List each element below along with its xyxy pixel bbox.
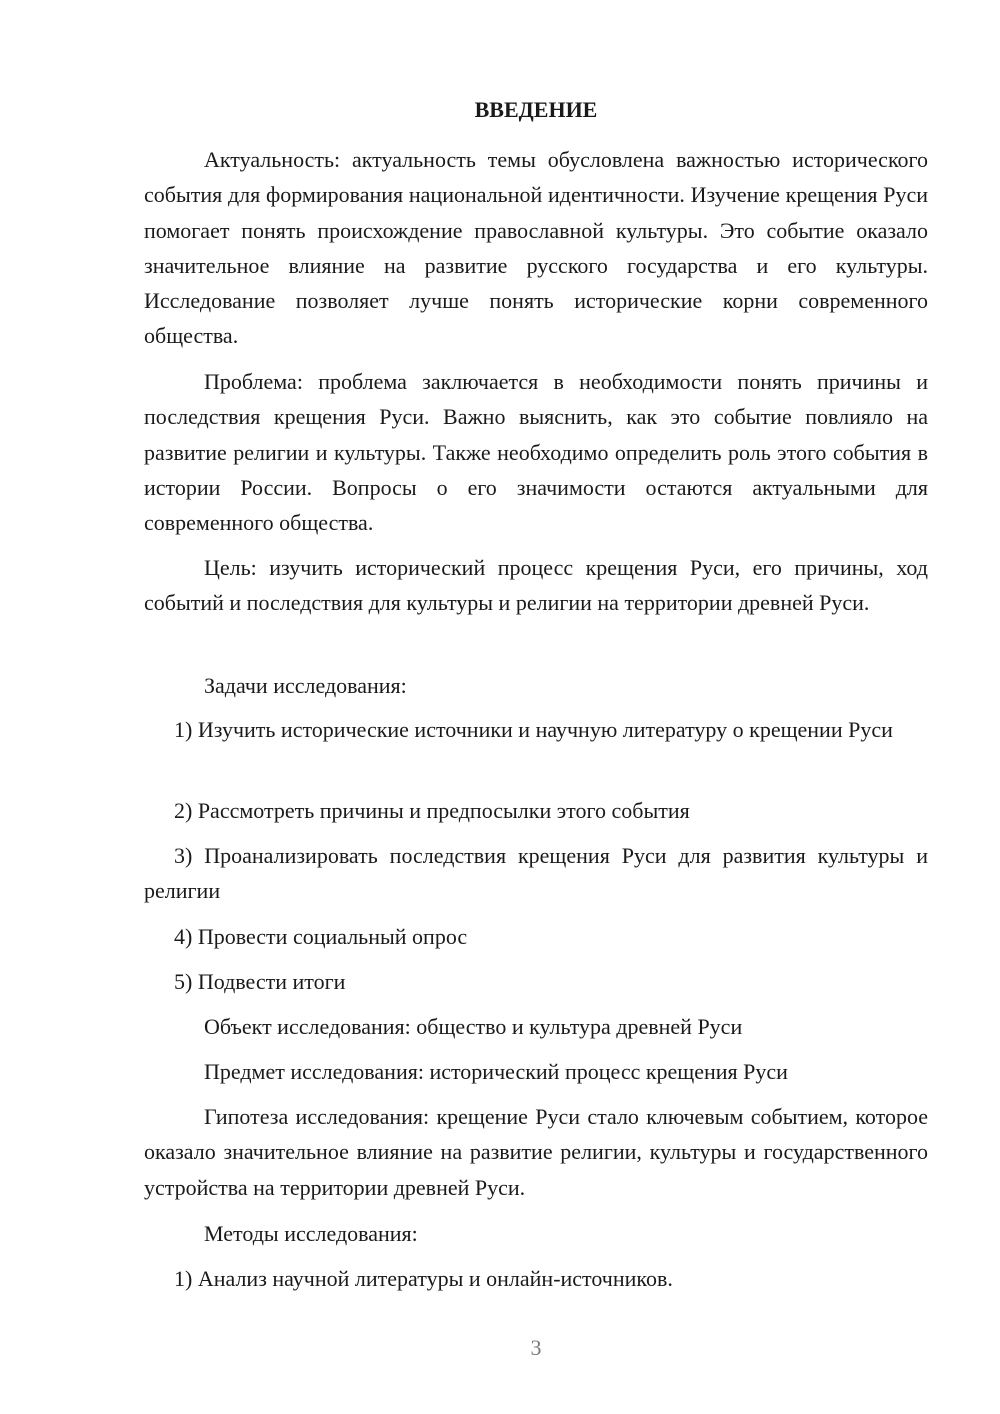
page-number: 3	[530, 1335, 542, 1360]
list-item: 4) Провести социальный опрос	[174, 924, 468, 949]
list-item: 1) Анализ научной литературы и онлайн-источников.	[174, 1266, 673, 1291]
list-item: 5) Подвести итоги	[174, 969, 346, 994]
tasks-heading: Задачи исследования:	[204, 673, 407, 698]
list-item: 1) Изучить исторические источники и научную литературу о крещении Руси	[174, 717, 893, 742]
problem-paragraph: Проблема: проблема заключается в необходимости понять причины и последствия крещения Руси. Важно выяснить, как это событие повлияло на развитие религии и культуры. Также необходимо определить роль этого события в истории России. Вопросы о его значимости остаются актуальными для современного общества.	[144, 369, 928, 536]
list-item: 3) Проанализировать последствия крещения Руси для развития культуры и религии	[144, 843, 928, 904]
list-item: 2) Рассмотреть причины и предпосылки этого события	[174, 798, 690, 823]
hypothesis-paragraph: Гипотеза исследования: крещение Руси стало ключевым событием, которое оказало значительное влияние на развитие религии, культуры и государственного устройства на территории древней Руси.	[144, 1104, 928, 1200]
goal-paragraph: Цель: изучить исторический процесс крещения Руси, его причины, ход событий и последствия для культуры и религии на территории древней Руси.	[144, 555, 928, 616]
page-title: ВВЕДЕНИЕ	[474, 97, 598, 122]
subject-paragraph: Предмет исследования: исторический процесс крещения Руси	[204, 1059, 788, 1084]
relevance-paragraph: Актуальность: актуальность темы обусловлена важностью исторического события для формирования национальной идентичности. Изучение крещения Руси помогает понять происхождение православной культуры. Это событие оказало значительное влияние на развитие русского государства и его культуры. Исследование позволяет лучше понять исторические корни современного общества.	[144, 147, 928, 349]
object-paragraph: Объект исследования: общество и культура древней Руси	[204, 1014, 743, 1039]
methods-heading: Методы исследования:	[204, 1221, 418, 1246]
